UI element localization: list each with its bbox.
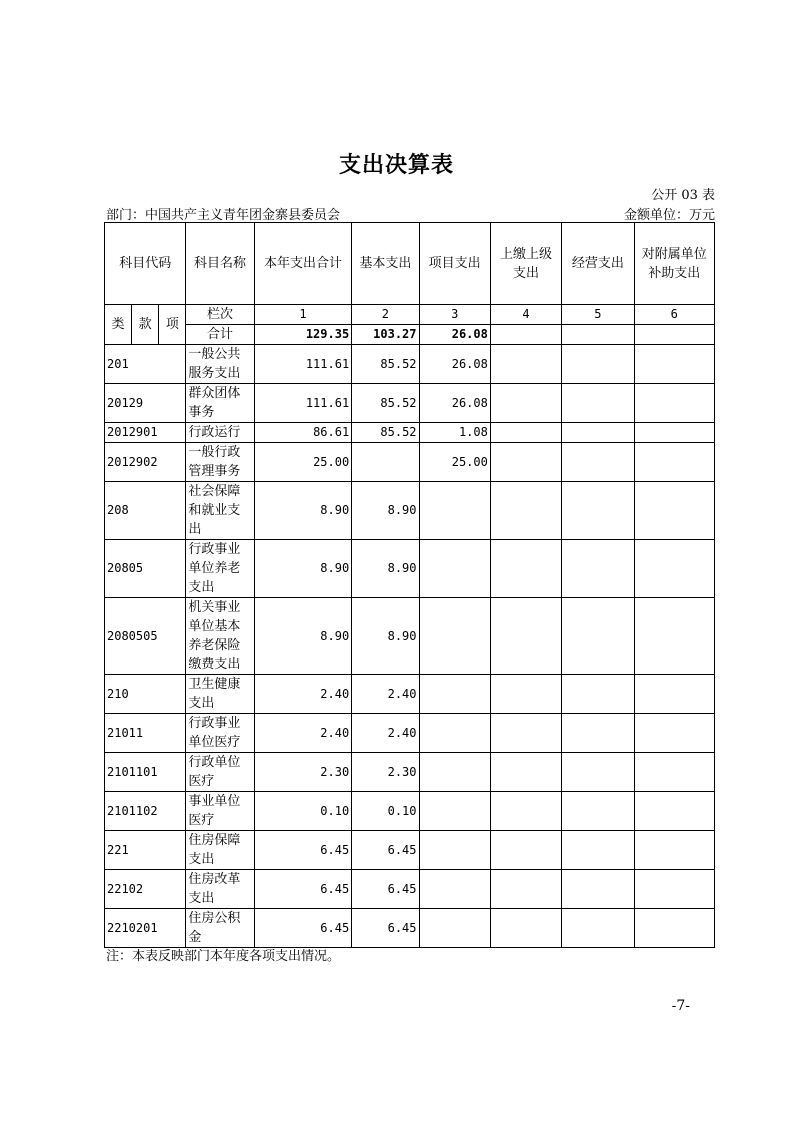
upper-cell [490,831,561,870]
subject-name: 住房公积金 [186,909,254,948]
table-row [105,714,715,753]
basic-cell: 85.52 [352,384,419,423]
business-cell [562,792,634,831]
subject-code: 208 [105,482,186,540]
subject-code: 20129 [105,384,186,423]
business-cell [562,540,634,598]
subject-code: 20805 [105,540,186,598]
project-cell [419,714,490,753]
project-cell [419,482,490,540]
total-business [562,325,634,345]
total-cell: 25.00 [254,443,351,482]
header-name: 科目名称 [186,223,254,305]
upper-cell [490,540,561,598]
subsidiary-cell [634,909,714,948]
header-subsidiary-text: 对附属单位补助支出 [641,246,707,281]
amount-unit-label: 金额单位：万元 [623,208,715,223]
subject-name: 社会保障和就业支出 [186,482,254,540]
project-cell [419,909,490,948]
subject-name: 行政事业单位医疗 [186,714,254,753]
subject-name: 群众团体事务 [186,384,254,423]
table-row [105,384,715,423]
column-number-row [105,305,715,325]
header-upper [490,223,561,305]
business-cell [562,831,634,870]
col-number-2: 2 [352,305,419,325]
department-label: 部门：中国共产主义青年团金寨县委员会 [106,208,341,223]
subsidiary-cell [634,675,714,714]
project-cell [419,870,490,909]
project-cell [419,598,490,675]
subject-code: 22102 [105,870,186,909]
table-note: 注：本表反映部门本年度各项支出情况。 [106,949,341,964]
header-row [105,223,715,305]
subject-name: 一般公共服务支出 [186,345,254,384]
basic-cell: 85.52 [352,423,419,443]
project-cell [419,675,490,714]
table-title: 支出决算表 [338,152,454,178]
business-cell [562,753,634,792]
subject-name: 行政事业单位养老支出 [186,540,254,598]
subsidiary-cell [634,345,714,384]
total-basic: 103.27 [352,325,419,345]
business-cell [562,345,634,384]
col-number-3: 3 [419,305,490,325]
upper-cell [490,345,561,384]
subject-code: 221 [105,831,186,870]
subject-code: 2012902 [105,443,186,482]
project-cell [419,831,490,870]
subject-name: 一般行政管理事务 [186,443,254,482]
table-row [105,870,715,909]
header-total: 本年支出合计 [254,223,351,305]
subsidiary-cell [634,540,714,598]
business-cell [562,870,634,909]
total-row [105,325,715,345]
upper-cell [490,482,561,540]
basic-cell: 6.45 [352,831,419,870]
subject-name: 住房改革支出 [186,870,254,909]
project-cell: 26.08 [419,345,490,384]
subject-name: 机关事业单位基本养老保险缴费支出 [186,598,254,675]
project-cell: 26.08 [419,384,490,423]
col-number-5: 5 [562,305,634,325]
business-cell [562,384,634,423]
business-cell [562,482,634,540]
subject-code: 21011 [105,714,186,753]
basic-cell: 8.90 [352,540,419,598]
header-lanci: 栏次 [186,305,254,325]
basic-cell: 2.30 [352,753,419,792]
subject-name: 行政运行 [186,423,254,443]
basic-cell: 8.90 [352,482,419,540]
subsidiary-cell [634,384,714,423]
subject-code: 2101101 [105,753,186,792]
table-row [105,443,715,482]
table-row [105,540,715,598]
project-cell: 1.08 [419,423,490,443]
page-number: -7- [671,998,690,1014]
form-number: 公开 03 表 [651,188,715,203]
subsidiary-cell [634,870,714,909]
upper-cell [490,675,561,714]
business-cell [562,423,634,443]
total-cell: 8.90 [254,482,351,540]
total-cell: 6.45 [254,831,351,870]
header-subsidiary [634,223,714,305]
total-subsidiary [634,325,714,345]
subject-code: 210 [105,675,186,714]
table-row [105,423,715,443]
table-row [105,675,715,714]
table-row [105,831,715,870]
upper-cell [490,792,561,831]
business-cell [562,675,634,714]
subject-code: 2210201 [105,909,186,948]
basic-cell: 8.90 [352,598,419,675]
total-cell: 8.90 [254,540,351,598]
header-business: 经营支出 [562,223,634,305]
total-cell: 2.30 [254,753,351,792]
subject-name: 行政单位医疗 [186,753,254,792]
subsidiary-cell [634,753,714,792]
total-amount: 129.35 [254,325,351,345]
total-cell: 2.40 [254,714,351,753]
subsidiary-cell [634,482,714,540]
basic-cell: 2.40 [352,675,419,714]
total-cell: 111.61 [254,384,351,423]
subsidiary-cell [634,714,714,753]
upper-cell [490,598,561,675]
subject-name: 事业单位医疗 [186,792,254,831]
subject-name: 卫生健康支出 [186,675,254,714]
total-cell: 86.61 [254,423,351,443]
subject-code: 2101102 [105,792,186,831]
total-cell: 8.90 [254,598,351,675]
header-project: 项目支出 [419,223,490,305]
total-upper [490,325,561,345]
project-cell [419,792,490,831]
col-number-4: 4 [490,305,561,325]
project-cell [419,540,490,598]
total-label: 合计 [186,325,254,345]
total-cell: 0.10 [254,792,351,831]
table-row [105,482,715,540]
col-number-1: 1 [254,305,351,325]
business-cell [562,443,634,482]
subsidiary-cell [634,598,714,675]
upper-cell [490,423,561,443]
total-cell: 111.61 [254,345,351,384]
upper-cell [490,714,561,753]
table-row [105,909,715,948]
basic-cell: 2.40 [352,714,419,753]
header-upper-text: 上缴上级支出 [500,246,553,281]
table-row [105,753,715,792]
header-basic: 基本支出 [352,223,419,305]
total-cell: 2.40 [254,675,351,714]
business-cell [562,909,634,948]
basic-cell: 6.45 [352,909,419,948]
table-row [105,792,715,831]
subsidiary-cell [634,443,714,482]
upper-cell [490,870,561,909]
total-cell: 6.45 [254,870,351,909]
total-project: 26.08 [419,325,490,345]
basic-cell: 0.10 [352,792,419,831]
subject-code: 2080505 [105,598,186,675]
subject-code: 201 [105,345,186,384]
header-code: 科目代码 [105,223,186,305]
table-row [105,598,715,675]
header-kuan: 款 [132,305,159,345]
project-cell: 25.00 [419,443,490,482]
subsidiary-cell [634,792,714,831]
subject-code: 2012901 [105,423,186,443]
table-body [105,223,715,948]
header-xiang: 项 [159,305,186,345]
business-cell [562,714,634,753]
basic-cell: 85.52 [352,345,419,384]
upper-cell [490,753,561,792]
col-number-6: 6 [634,305,714,325]
header-lei: 类 [105,305,132,345]
expenditure-table [104,222,715,948]
upper-cell [490,384,561,423]
table-row [105,345,715,384]
basic-cell: 6.45 [352,870,419,909]
upper-cell [490,909,561,948]
project-cell [419,753,490,792]
business-cell [562,598,634,675]
subsidiary-cell [634,831,714,870]
basic-cell [352,443,419,482]
total-cell: 6.45 [254,909,351,948]
subsidiary-cell [634,423,714,443]
subject-name: 住房保障支出 [186,831,254,870]
upper-cell [490,443,561,482]
